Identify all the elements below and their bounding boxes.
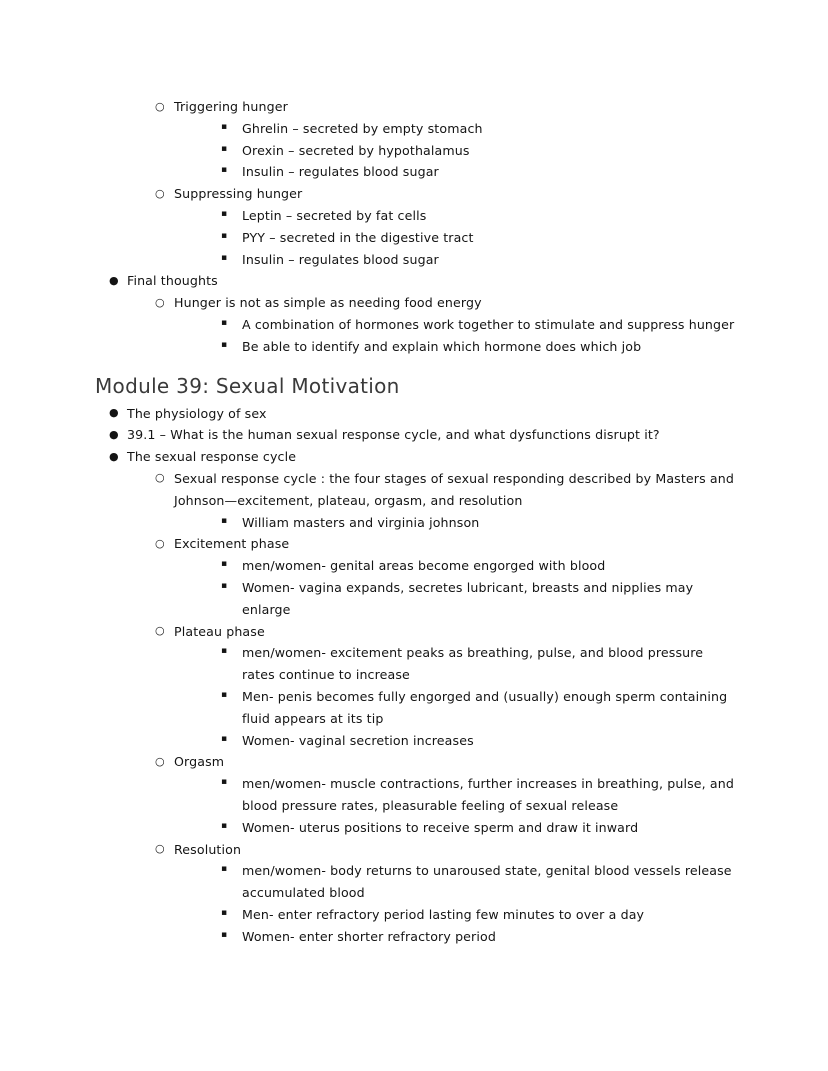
list-item xyxy=(95,904,735,926)
list-item xyxy=(95,686,735,730)
small-square-bullet-icon: ▪ xyxy=(221,317,228,328)
outline-label: Ghrelin – secreted by empty stomach xyxy=(242,120,483,136)
list-item xyxy=(95,817,735,839)
excitement-phase-sublist xyxy=(95,555,735,620)
outline-item-sexual-response-cycle xyxy=(95,446,735,947)
cycle-definition-sublist xyxy=(95,512,735,534)
hunger-hormones-outline xyxy=(95,96,735,358)
small-square-bullet-icon: ▪ xyxy=(221,208,228,219)
outline-row xyxy=(95,904,735,926)
outline-label: men/women- excitement peaks as breathing, pulse, and blood pressure rates continue to increase xyxy=(242,645,704,683)
outline-label: Insulin – regulates blood sugar xyxy=(242,251,439,267)
outline-item-excitement-phase xyxy=(95,533,735,620)
outline-label: Women- vaginal secretion increases xyxy=(242,732,474,748)
outline-row xyxy=(95,773,735,817)
outline-row xyxy=(95,424,735,446)
small-square-bullet-icon: ▪ xyxy=(221,733,228,744)
outline-label: Resolution xyxy=(174,841,242,857)
outline-row xyxy=(95,227,735,249)
list-item xyxy=(95,336,735,358)
outline-label: Women- vagina expands, secretes lubricant, breasts and nipplies may enlarge xyxy=(242,579,694,617)
outline-row xyxy=(95,249,735,271)
list-item xyxy=(95,249,735,271)
outline-item-cycle-definition xyxy=(95,468,735,533)
outline-label: Final thoughts xyxy=(127,273,218,289)
spacer xyxy=(95,358,735,373)
hollow-circle-bullet-icon: ○ xyxy=(155,624,165,638)
small-square-bullet-icon: ▪ xyxy=(221,820,228,831)
small-square-bullet-icon: ▪ xyxy=(221,580,228,591)
module-39-outline xyxy=(95,403,735,948)
list-item xyxy=(95,512,735,534)
outline-label: Plateau phase xyxy=(174,623,265,639)
outline-row xyxy=(95,642,735,686)
document-body xyxy=(95,96,735,947)
filled-disc-bullet-icon: ● xyxy=(109,406,119,420)
hollow-circle-bullet-icon: ○ xyxy=(155,471,165,485)
page-title: Module 39: Sexual Motivation xyxy=(95,373,400,398)
hollow-circle-bullet-icon: ○ xyxy=(155,754,165,768)
outline-row xyxy=(95,270,735,292)
list-item xyxy=(95,577,735,621)
outline-row xyxy=(95,533,735,555)
sexual-response-cycle-sublist xyxy=(95,468,735,948)
outline-label: Women- enter shorter refractory period xyxy=(242,928,496,944)
outline-item-plateau-phase xyxy=(95,621,735,752)
list-item xyxy=(95,860,735,904)
outline-item-resolution xyxy=(95,839,735,948)
filled-disc-bullet-icon: ● xyxy=(109,273,119,287)
outline-label: The physiology of sex xyxy=(127,405,267,421)
hollow-circle-bullet-icon: ○ xyxy=(155,536,165,550)
outline-row xyxy=(95,446,735,468)
outline-row xyxy=(95,621,735,643)
outline-item-orgasm xyxy=(95,751,735,838)
filled-disc-bullet-icon: ● xyxy=(109,427,119,441)
list-item xyxy=(95,140,735,162)
list-item xyxy=(95,118,735,140)
list-item xyxy=(95,314,735,336)
outline-label: 39.1 – What is the human sexual response cycle, and what dysfunctions disrupt it? xyxy=(127,427,660,443)
outline-row xyxy=(95,205,735,227)
outline-label: Triggering hunger xyxy=(174,99,288,114)
outline-label: men/women- body returns to unaroused state, genital blood vessels release accumulated blood xyxy=(242,863,732,901)
hollow-circle-bullet-icon: ○ xyxy=(155,295,165,309)
list-item xyxy=(95,205,735,227)
small-square-bullet-icon: ▪ xyxy=(221,252,228,263)
outline-row xyxy=(95,292,735,314)
hollow-circle-bullet-icon: ○ xyxy=(155,186,165,200)
small-square-bullet-icon: ▪ xyxy=(221,559,228,570)
hunger-not-simple-sublist xyxy=(95,314,735,358)
outline-item-physiology-of-sex xyxy=(95,403,735,425)
outline-label: Be able to identify and explain which hormone does which job xyxy=(242,338,642,354)
small-square-bullet-icon: ▪ xyxy=(221,777,228,788)
outline-label: Men- penis becomes fully engorged and (usually) enough sperm containing fluid appears at its tip xyxy=(242,688,728,726)
list-item xyxy=(95,730,735,752)
hollow-circle-bullet-icon: ○ xyxy=(155,99,165,113)
small-square-bullet-icon: ▪ xyxy=(221,929,228,940)
outline-row xyxy=(95,751,735,773)
triggering-hunger-sublist xyxy=(95,118,735,183)
small-square-bullet-icon: ▪ xyxy=(221,515,228,526)
filled-disc-bullet-icon: ● xyxy=(109,449,119,463)
outline-label: men/women- genital areas become engorged with blood xyxy=(242,558,606,574)
outline-row xyxy=(95,118,735,140)
outline-label: A combination of hormones work together to stimulate and suppress hunger xyxy=(242,316,735,332)
outline-row xyxy=(95,140,735,162)
outline-row xyxy=(95,468,735,512)
outline-label: The sexual response cycle xyxy=(127,449,297,465)
outline-row xyxy=(95,839,735,861)
small-square-bullet-icon: ▪ xyxy=(221,230,228,241)
list-item xyxy=(95,926,735,948)
small-square-bullet-icon: ▪ xyxy=(221,689,228,700)
resolution-sublist xyxy=(95,860,735,947)
outline-row xyxy=(95,96,735,118)
outline-row xyxy=(95,926,735,948)
outline-label: Orgasm xyxy=(174,754,225,770)
outline-row xyxy=(95,817,735,839)
outline-row xyxy=(95,336,735,358)
suppressing-hunger-sublist xyxy=(95,205,735,270)
outline-label: Suppressing hunger xyxy=(174,186,303,202)
outline-label: Women- uterus positions to receive sperm and draw it inward xyxy=(242,819,639,835)
list-item xyxy=(95,773,735,817)
outline-row xyxy=(95,512,735,534)
outline-row xyxy=(95,577,735,621)
outline-label: Excitement phase xyxy=(174,536,290,552)
small-square-bullet-icon: ▪ xyxy=(221,165,228,176)
small-square-bullet-icon: ▪ xyxy=(221,646,228,657)
outline-label: Insulin – regulates blood sugar xyxy=(242,164,439,180)
outline-label: Men- enter refractory period lasting few minutes to over a day xyxy=(242,906,645,922)
outline-item-learning-objective-39-1 xyxy=(95,424,735,446)
outline-label: men/women- muscle contractions, further increases in breathing, pulse, and blood pressure rates, pleasurable feeling of sexual release xyxy=(242,776,734,813)
outline-row xyxy=(95,730,735,752)
small-square-bullet-icon: ▪ xyxy=(221,907,228,918)
outline-label: Orexin – secreted by hypothalamus xyxy=(242,142,470,158)
small-square-bullet-icon: ▪ xyxy=(221,143,228,154)
outline-row xyxy=(95,860,735,904)
outline-item-hunger-not-simple xyxy=(95,292,735,357)
small-square-bullet-icon: ▪ xyxy=(221,121,228,132)
list-item xyxy=(95,227,735,249)
hollow-circle-bullet-icon: ○ xyxy=(155,842,165,855)
outline-row xyxy=(95,183,735,205)
small-square-bullet-icon: ▪ xyxy=(221,864,228,875)
outline-label: Hunger is not as simple as needing food energy xyxy=(174,295,482,311)
list-item xyxy=(95,642,735,686)
outline-row xyxy=(95,161,735,183)
outline-label: PYY – secreted in the digestive tract xyxy=(242,229,474,245)
outline-row xyxy=(95,686,735,730)
outline-item-suppressing-hunger xyxy=(95,183,735,270)
outline-label: Sexual response cycle : the four stages of sexual responding described by Masters and Johnson—excitement, plateau, orgasm, and resolution xyxy=(174,470,734,508)
final-thoughts-sublist xyxy=(95,292,735,357)
outline-label: Leptin – secreted by fat cells xyxy=(242,207,427,223)
small-square-bullet-icon: ▪ xyxy=(221,339,228,350)
list-item xyxy=(95,555,735,577)
list-item xyxy=(95,161,735,183)
outline-label: William masters and virginia johnson xyxy=(242,514,480,530)
orgasm-sublist xyxy=(95,773,735,838)
outline-item-final-thoughts xyxy=(95,270,735,357)
outline-row xyxy=(95,555,735,577)
plateau-phase-sublist xyxy=(95,642,735,751)
outline-item-triggering-hunger xyxy=(95,96,735,183)
outline-row xyxy=(95,314,735,336)
outline-row xyxy=(95,403,735,425)
